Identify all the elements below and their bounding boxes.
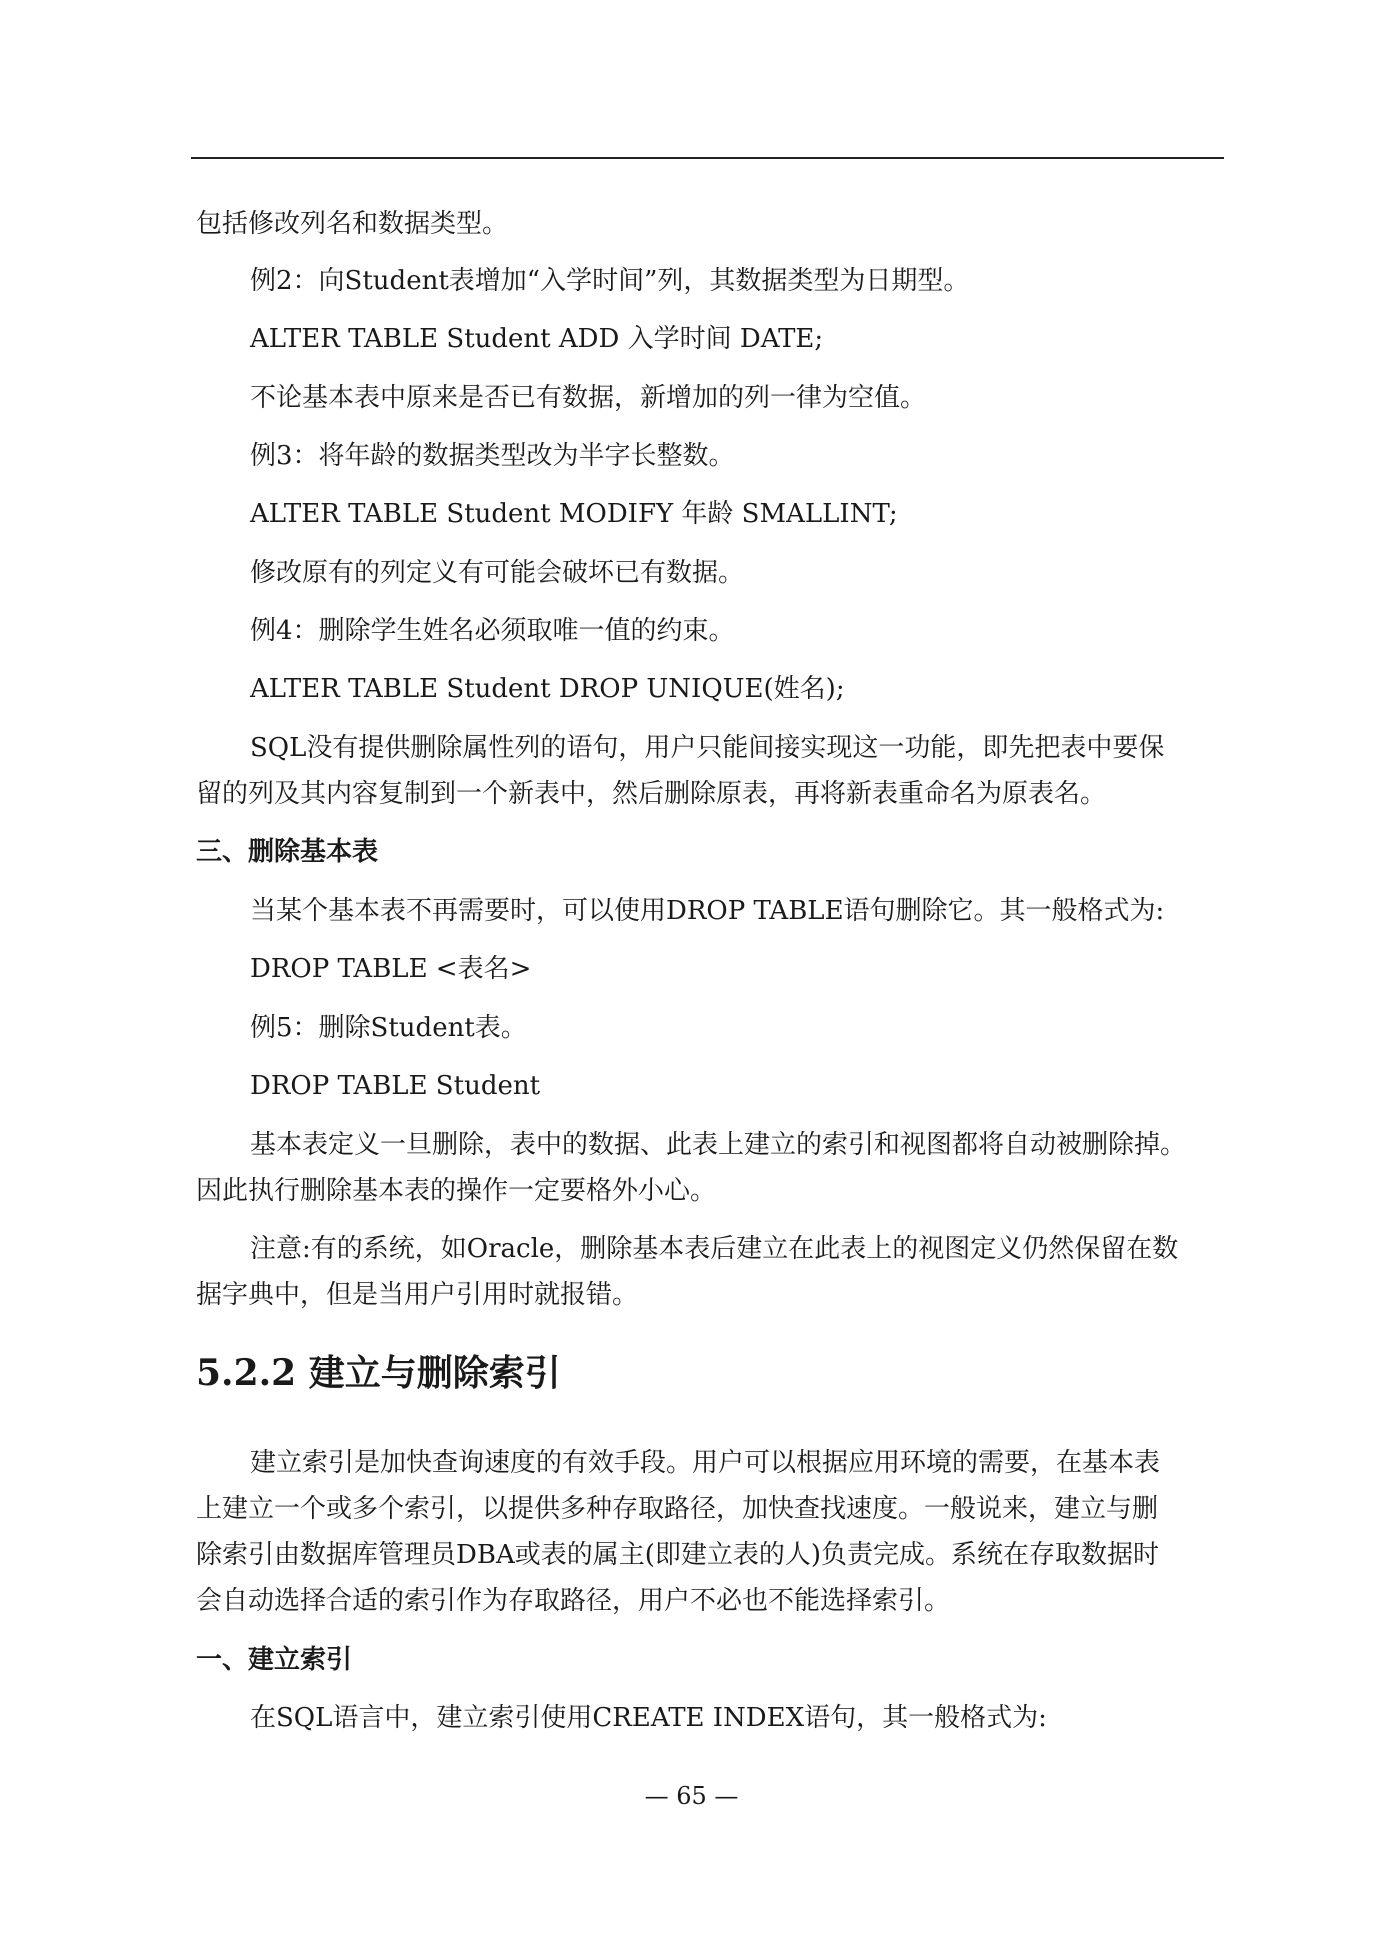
header-rule (191, 157, 1224, 159)
paragraph-line: 会自动选择合适的索引作为存取路径，用户不必也不能选择索引。 (196, 1586, 951, 1616)
paragraph-line: 上建立一个或多个索引，以提供多种存取路径，加快查找速度。一般说来，建立与删 (196, 1494, 1159, 1524)
code-line: ALTER TABLE Student ADD 入学时间 DATE; (250, 324, 824, 354)
paragraph-line: 因此执行删除基本表的操作一定要格外小心。 (196, 1176, 717, 1206)
text-line: 不论基本表中原来是否已有数据，新增加的列一律为空值。 (250, 383, 927, 413)
paragraph-line: 留的列及其内容复制到一个新表中，然后删除原表，再将新表重命名为原表名。 (196, 779, 1107, 809)
paragraph-line: 基本表定义一旦删除，表中的数据、此表上建立的索引和视图都将自动被删除掉。 (250, 1130, 1187, 1160)
paragraph-line: SQL没有提供删除属性列的语句，用户只能间接实现这一功能，即先把表中要保 (250, 733, 1165, 763)
paragraph-line: 据字典中，但是当用户引用时就报错。 (196, 1280, 639, 1310)
section-heading: 5.2.2 建立与删除索引 (196, 1352, 561, 1394)
subheading: 三、删除基本表 (196, 837, 379, 867)
example-line: 例4：删除学生姓名必须取唯一值的约束。 (250, 616, 735, 646)
paragraph-line: 建立索引是加快查询速度的有效手段。用户可以根据应用环境的需要，在基本表 (250, 1448, 1161, 1478)
page-number: — 65 — (644, 1782, 739, 1810)
text-line: 当某个基本表不再需要时，可以使用DROP TABLE语句删除它。其一般格式为: (250, 896, 1165, 926)
code-line: DROP TABLE <表名> (250, 954, 532, 984)
text-line: 在SQL语言中，建立索引使用CREATE INDEX语句，其一般格式为: (250, 1703, 1047, 1733)
text-line: 修改原有的列定义有可能会破坏已有数据。 (250, 558, 745, 588)
paragraph-line: 注意:有的系统，如Oracle，删除基本表后建立在此表上的视图定义仍然保留在数 (250, 1234, 1179, 1264)
code-line: ALTER TABLE Student DROP UNIQUE(姓名); (250, 674, 845, 704)
code-line: DROP TABLE Student (250, 1071, 541, 1101)
subheading: 一、建立索引 (196, 1645, 353, 1675)
code-line: ALTER TABLE Student MODIFY 年龄 SMALLINT; (250, 499, 898, 529)
example-line: 例2：向Student表增加“入学时间”列，其数据类型为日期型。 (250, 266, 970, 296)
example-line: 例3：将年龄的数据类型改为半字长整数。 (250, 441, 735, 471)
text-line: 包括修改列名和数据类型。 (196, 209, 509, 239)
example-line: 例5：删除Student表。 (250, 1013, 527, 1043)
paragraph-line: 除索引由数据库管理员DBA或表的属主(即建立表的人)负责完成。系统在存取数据时 (196, 1540, 1160, 1570)
